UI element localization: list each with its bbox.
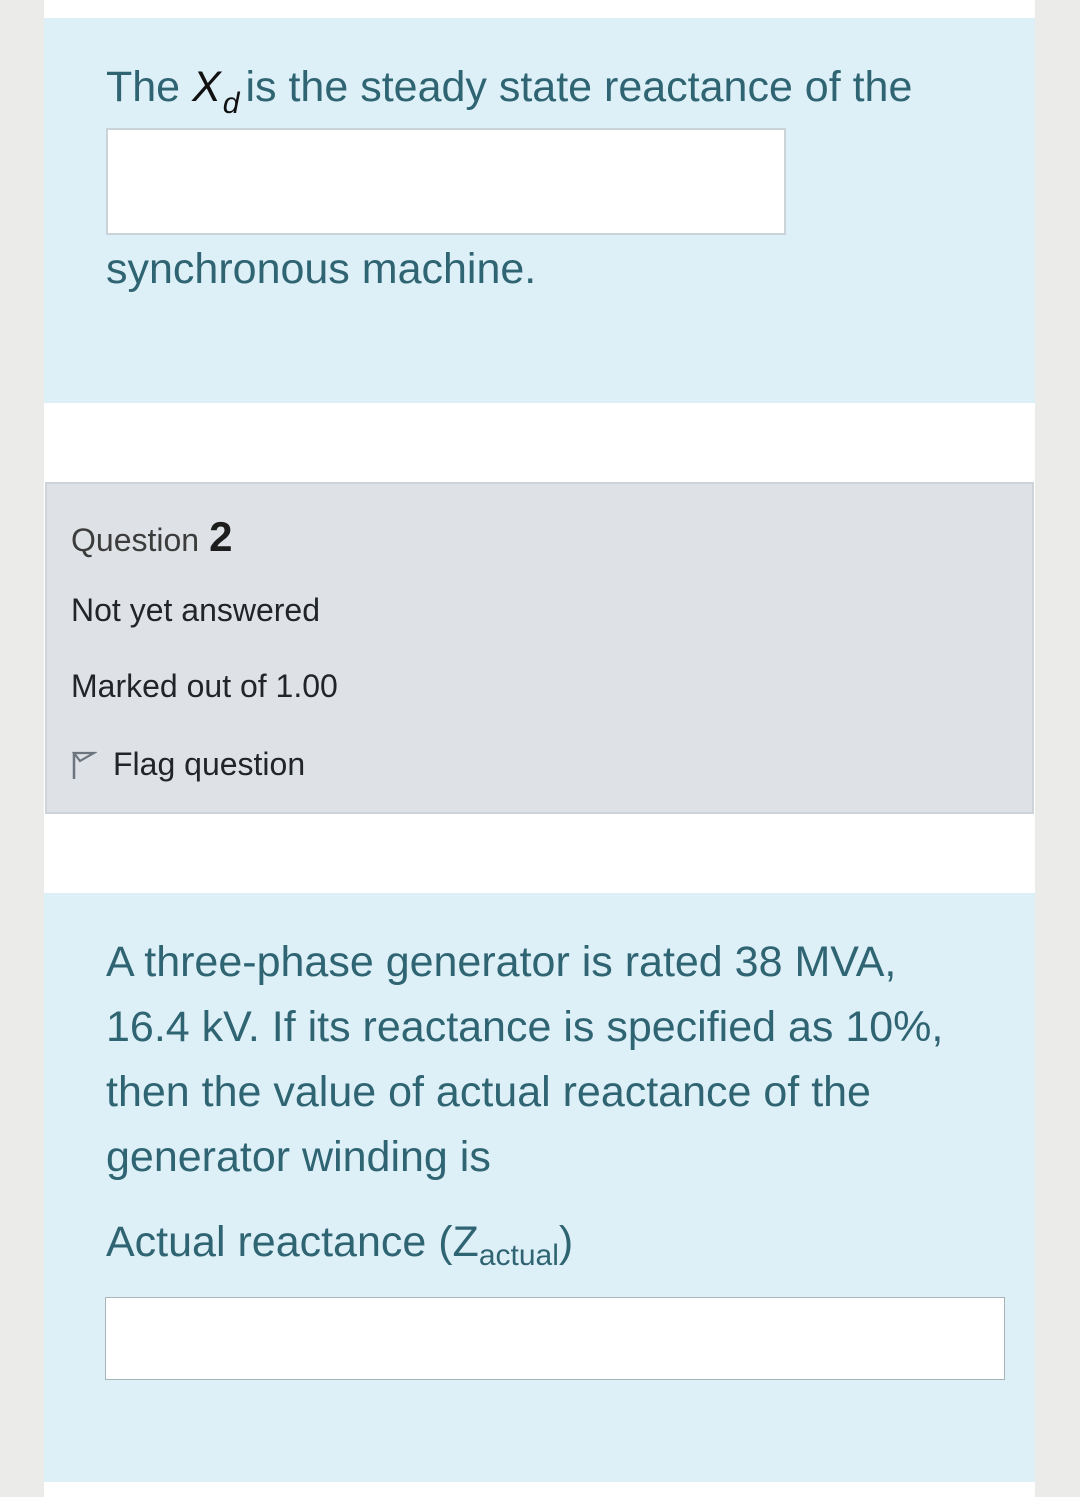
answer-label [106, 1218, 574, 1272]
question-2-info-panel [45, 482, 1034, 814]
question-number [71, 513, 233, 560]
variable-x: X [192, 63, 221, 111]
answer-label-close: ) [558, 1218, 574, 1266]
question-1-text-after: is the steady state reactance of the [245, 63, 913, 111]
question-status: Not yet answered [71, 592, 321, 628]
variable-subscript-d: d [222, 87, 240, 120]
quiz-page [44, 0, 1035, 1497]
flag-outline-icon [71, 750, 97, 780]
question-number-value: 2 [209, 513, 233, 560]
question-1-line-end: synchronous machine. [106, 245, 537, 293]
answer-label-subscript: actual [478, 1239, 559, 1272]
question-2-line-1: A three-phase generator is rated 38 MVA, [106, 938, 897, 986]
question-1-text-block [44, 18, 1035, 403]
question-1-text-before: The [106, 63, 181, 111]
question-2-text-block [44, 893, 1035, 1482]
question-1-line-1 [106, 63, 913, 120]
question-2-answer-input[interactable] [105, 1297, 1005, 1380]
flag-question-link[interactable] [71, 746, 305, 783]
question-2-line-2: 16.4 kV. If its reactance is specified as 10%, [106, 1003, 944, 1051]
question-marks: Marked out of 1.00 [71, 668, 338, 704]
question-2-line-4: generator winding is [106, 1133, 491, 1181]
question-1-answer-input[interactable] [106, 128, 786, 235]
question-label: Question [71, 522, 200, 558]
answer-label-text: Actual reactance (Z [106, 1218, 479, 1266]
flag-question-label: Flag question [113, 746, 306, 782]
question-2-line-3: then the value of actual reactance of the [106, 1068, 871, 1116]
